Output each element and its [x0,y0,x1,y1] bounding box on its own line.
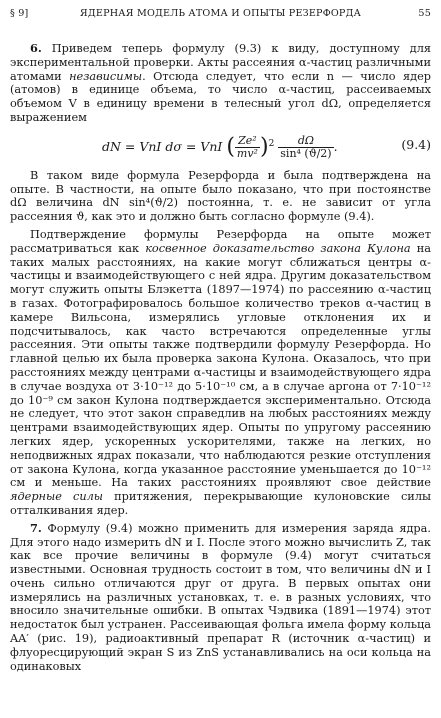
formula-end: . [333,138,338,154]
formula-fraction-charge-den: mv² [236,146,258,160]
formula-close-paren: ) [259,134,269,160]
paragraph-7 [10,522,431,674]
formula-fraction-solid-angle-num: dΩ [278,135,333,148]
paragraph-7-number: 7. [30,520,42,535]
formula-fraction-charge-num: Ze² [235,135,260,148]
formula-fraction-solid-angle [278,135,333,160]
paragraph-6-emphasis: независимы [69,69,143,83]
running-title: ЯДЕРНАЯ МОДЕЛЬ АТОМА И ОПЫТЫ РЕЗЕРФОРДА [79,8,362,19]
paragraph-6-text-a: Приведем теперь формулу (9.3) к виду, доступному для экспериментальной проверки. Акты рассеяния α-частиц различными атомами [10,42,431,83]
paragraph-7-text: Формулу (9.4) можно применить для измерения заряда ядра. Для этого надо измерить dN и I. После этого можно вычислить Z, так как все прочие величины в формуле (9.4) могут считаться известными. Основная трудность состоит в том, что величины dN и I очень сильно отличаются друг от друга. В первых опытах они измерялись на различных установках, т. е. в разных условиях, что вносило значительные ошибки. В опытах Чэдвика (1891—1974) этот недостаток был устранен. Рассеивающая фольга имела форму кольца AA′ (рис. 19), радиоактивный препарат R (источник α-частиц) и флуоресцирующий экран S из ZnS устанавливались на оси кольца на одинаковых [10,521,431,673]
formula-fraction-solid-angle-den: sin⁴ (ϑ/2) [280,146,332,160]
formula-9-4 [10,129,431,163]
page-number: 55 [418,8,431,19]
paragraph-6-text-b: . Отсюда следует, что если n — число ядер (атомов) в единице объема, то число α-частиц, рассеиваемых объемом V в единицу времени в телесный угол dΩ, определяется выражением [10,69,431,124]
formula-power: 2 [268,138,275,149]
paragraph-6-number: 6. [30,41,42,55]
section-marker: § 9] [10,8,29,19]
equation-number: (9.4) [401,136,431,152]
paragraph-coulomb-proof [10,228,431,518]
paragraph-rutherford-confirmed: В таком виде формула Резерфорда и была подтверждена на опыте. В частности, на опыте было показано, что при постоянстве dΩ величина dN sin⁴(ϑ/2) постоянна, т. е. не зависит от угла рассеяния ϑ, как это и должно быть согласно формуле (9.4). [10,168,431,224]
page-body [10,42,431,677]
formula-expression [102,135,338,160]
paragraph-coulomb-text-a: Подтверждение формулы Резерфорда на опыте может рассматриваться как [10,227,431,255]
paragraph-coulomb-text-b: на таких малых расстояниях, на какие могут сближаться центры α-частицы и взаимодействующего с ней ядра. Другим доказательством могут служить опыты Блэкетта (1897—1974) по рассеянию α-частиц в газах. Фотографировалось большое количество треков α-частиц в камере Вильсона, измерялись угловые отклонения их и подсчитывалось, как часто встречаются определенные углы рассеяния. Эти опыты также подтвердили формулу Резерфорда. Но главной целью их была проверка закона Кулона. Оказалось, что при расстояниях между центрами α-частицы и взаимодействующего ядра в случае воздуха от 3·10⁻¹² до 5·10⁻¹⁰ см, а в случае аргона от 7·10⁻¹² до 10⁻⁹ см закон Кулона подтверждается экспериментально. Отсюда не следует, что этот закон справедлив на любых расстояниях между центрами взаимодействующих ядер. Опыты по упругому рассеянию легких ядер, ускоренных ускорителями, также на легких, но неподвижных ядрах показали, что наблюдаются резкие отступления от закона Кулона, когда указанное расстояние уменьшается до 10⁻¹² см и меньше. На таких расстояниях проявляют свое действие [10,241,432,490]
paragraph-coulomb-text-c: притяжения, перекрывающие кулоновские силы отталкивания ядер. [10,490,431,517]
formula-lhs: dN = VnI dσ = VnI [102,138,223,154]
paragraph-coulomb-emphasis-2: ядерные силы [10,490,103,504]
page-header [10,8,431,24]
formula-open-paren: ( [226,134,235,160]
formula-fraction-charge [235,135,260,160]
paragraph-6 [10,42,431,125]
paragraph-coulomb-emphasis: косвенное доказательство закона Кулона [145,241,411,255]
